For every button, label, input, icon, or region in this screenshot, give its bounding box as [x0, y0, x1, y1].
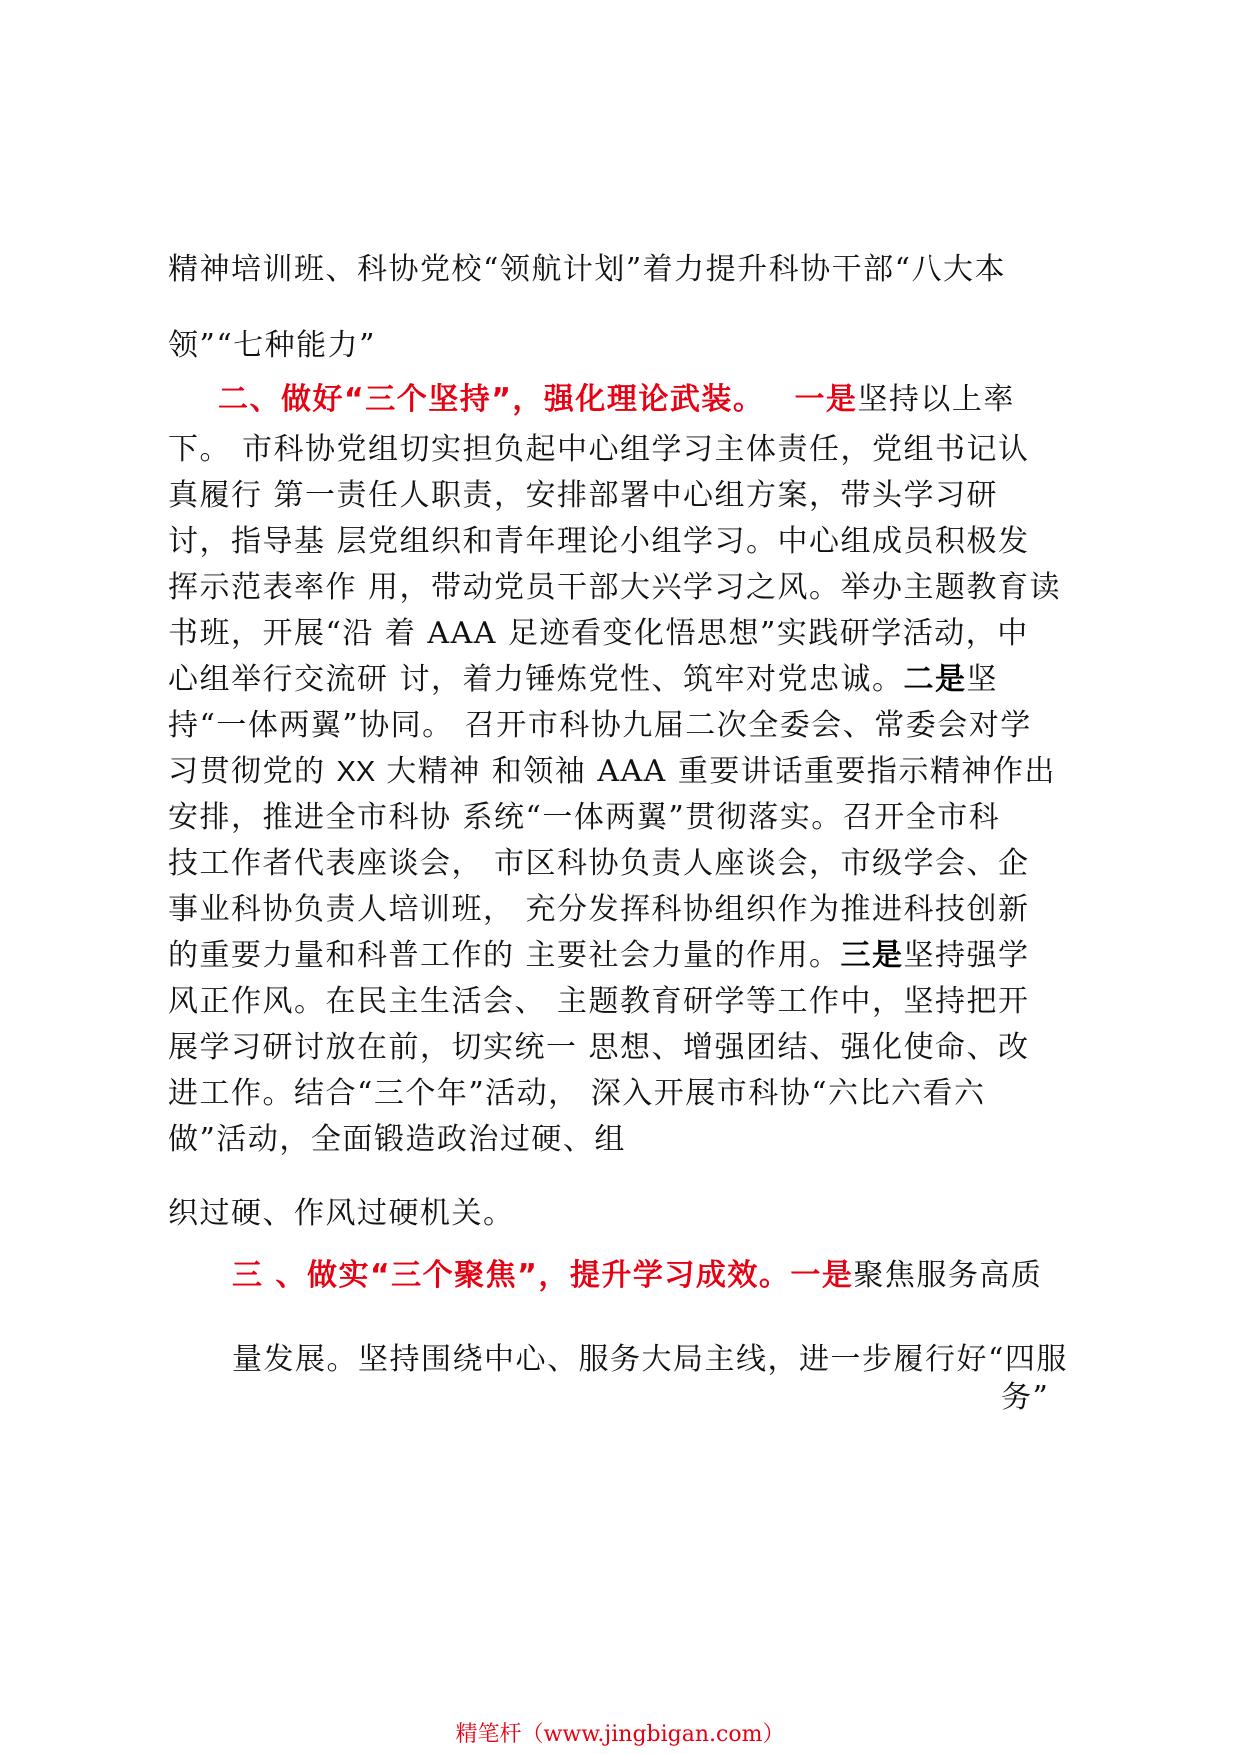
text-line-22: 量发展。坚持围绕中心、服务大局主线，进一步履行好“四服	[232, 1342, 1068, 1377]
text-line-1: 精神培训班、科协党校“领航计划”着力提升科协干部“八大本	[168, 252, 1007, 287]
text-line-12: 安排，推进全市科协 系统“一体两翼”贯彻落实。召开全市科	[168, 800, 1001, 835]
text-line-20: 织过硬、作风过硬机关。	[168, 1196, 515, 1231]
text-line-10: 持“一体两翼”协同。 召开市科协九届二次全委会、常委会对学	[168, 708, 1032, 743]
section-3-text: 聚焦服务高质	[853, 1258, 1043, 1293]
marker-san-shi: 三是	[840, 938, 904, 973]
text-line-11-xx: XX	[336, 756, 376, 788]
text-line-16: 风正作风。在民主生活会、 主题教育研学等工作中，坚持把开	[168, 984, 1030, 1019]
text-line-11-post: 大精神 和领袖 AAA 重要讲话重要指示精神作出	[375, 754, 1056, 789]
text-line-13: 技工作者代表座谈会， 市区科协负责人座谈会，市级学会、企	[168, 846, 1030, 881]
section-3-heading-line	[232, 1256, 1042, 1296]
text-line-6: 讨，指导基 层党组织和青年理论小组学习。中心组成员积极发	[168, 524, 1030, 559]
text-line-14: 事业科协负责人培训班， 充分发挥科协组织作为推进科技创新	[168, 892, 1030, 927]
text-line-15-tail: 坚持强学	[903, 938, 1030, 973]
text-line-11	[168, 752, 1056, 792]
section-3-heading: 三 、做实“三个聚焦”，提升学习成效。	[232, 1258, 791, 1293]
text-line-8: 书班，开展“沿 着 AAA 足迹看变化悟思想”实践研学活动，中	[168, 616, 1029, 651]
text-line-9-tail: 坚	[966, 662, 999, 697]
section-2-first-marker: 一是	[794, 382, 858, 417]
section-2-first-text: 坚持以上率	[857, 382, 1015, 417]
text-line-18: 进工作。结合“三个年”活动， 深入开展市科协“六比六看六	[168, 1076, 986, 1111]
watermark-footer: 精笔杆（www.jingbigan.com）	[455, 1722, 785, 1747]
marker-er-shi: 二是	[903, 662, 967, 697]
text-line-23: 务”	[1001, 1380, 1050, 1415]
section-3-marker: 一是	[790, 1258, 854, 1293]
text-line-7: 挥示范表率作 用，带动党员干部大兴学习之风。举办主题教育读	[168, 570, 1062, 605]
text-line-19: 做”活动，全面锻造政治过硬、组	[168, 1122, 626, 1157]
section-2-heading-line	[218, 380, 1015, 420]
text-line-2: 领”“七种能力”	[168, 328, 377, 363]
text-line-9	[168, 660, 998, 700]
text-line-9-body: 心组举行交流研 讨，着力锤炼党性、筑牢对党忠诚。	[168, 662, 904, 697]
text-line-11-pre: 习贯彻党的	[168, 754, 337, 789]
text-line-15	[168, 936, 1030, 976]
section-2-heading: 二、做好“三个坚持”，强化理论武装。	[218, 382, 765, 417]
text-line-15-body: 的重要力量和科普工作的 主要社会力量的作用。	[168, 938, 841, 973]
text-line-17: 展学习研讨放在前，切实统一 思想、增强团结、强化使命、改	[168, 1030, 1030, 1065]
text-line-4: 下。 市科协党组切实担负起中心组学习主体责任，党组书记认	[168, 432, 1030, 467]
text-line-5: 真履行 第一责任人职责，安排部署中心组方案，带头学习研	[168, 478, 999, 513]
